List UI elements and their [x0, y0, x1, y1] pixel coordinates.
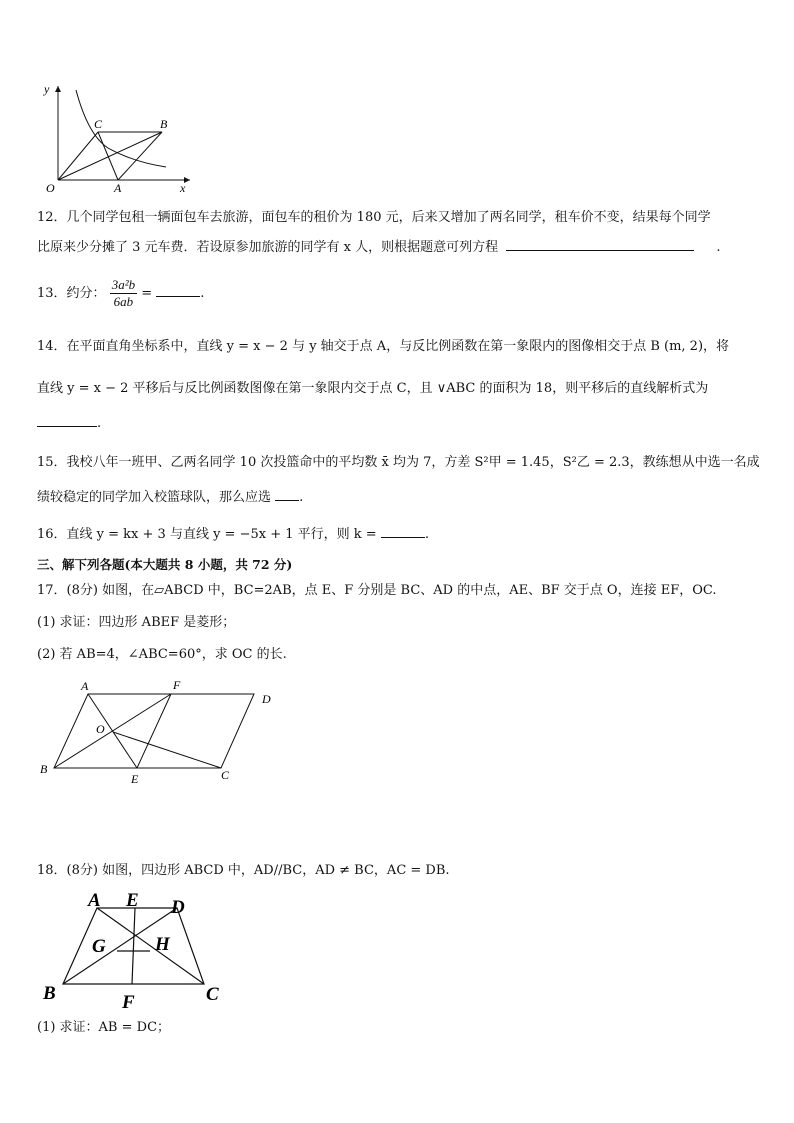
q18-part1: (1) 求证：AB = DC； [37, 1020, 171, 1035]
figure-coordinate-graph [38, 80, 198, 195]
q15-line2-text: 绩较稳定的同学加入校篮球队，那么应选 [37, 490, 272, 505]
q15-line2 [37, 488, 303, 507]
q13-fraction [110, 277, 137, 310]
segment-OC [58, 132, 98, 180]
label-C: C [206, 984, 219, 1005]
figure-trapezoid [38, 888, 233, 1013]
label-H: H [155, 934, 170, 955]
q16 [37, 525, 429, 544]
q13-end: . [200, 286, 205, 301]
label-O: O [96, 722, 105, 736]
q17-stem: 17．(8分) 如图，在▱ABCD 中，BC=2AB，点 E、F 分别是 BC、AD 的中点，AE、BF 交于点 O，连接 EF，OC. [37, 583, 717, 598]
q13-numerator: 3a²b [111, 277, 136, 292]
q13-denominator: 6ab [113, 294, 134, 309]
label-C: C [94, 117, 103, 131]
q14-line1: 14．在平面直角坐标系中，直线 y = x − 2 与 y 轴交于点 A，与反比例函数在第一象限内的图像相交于点 B (m, 2)，将 [37, 339, 730, 354]
q12-line2 [37, 238, 721, 257]
q14-end: . [97, 416, 102, 431]
q13-equals: = [141, 286, 153, 301]
label-B: B [160, 117, 168, 131]
q12-answer-blank[interactable] [506, 238, 694, 251]
q14-line2: 直线 y = x − 2 平移后与反比例函数图像在第一象限内交于点 C，且 ∨ABC 的面积为 18，则平移后的直线解析式为 [37, 381, 709, 396]
label-F: F [173, 678, 181, 692]
label-D: D [262, 692, 271, 706]
label-y: y [44, 82, 50, 96]
label-E: E [126, 890, 139, 911]
q18-stem: 18．(8分) 如图，四边形 ABCD 中，AD//BC，AD ≠ BC，AC = DB. [37, 863, 450, 878]
label-A: A [88, 890, 101, 911]
segment-CA [98, 132, 118, 180]
label-B: B [40, 762, 48, 776]
section-3-title: 三、解下列各题(本大题共 8 小题，共 72 分) [37, 557, 293, 572]
q12-line1: 12．几个同学包租一辆面包车去旅游，面包车的租价为 180 元，后来又增加了两名同学，租车价不变，结果每个同学 [37, 210, 711, 225]
q13-prefix: 13．约分： [37, 286, 106, 301]
figure-parallelogram [35, 675, 285, 790]
q14-line3 [37, 414, 101, 433]
label-A: A [114, 181, 122, 195]
q16-end: . [424, 527, 429, 542]
label-B: B [43, 983, 56, 1004]
label-x: x [180, 181, 186, 195]
segment-OC [113, 732, 221, 768]
y-axis-arrow [55, 86, 61, 92]
label-E: E [131, 772, 139, 786]
q15-end: . [299, 490, 304, 505]
q15-answer-blank[interactable] [275, 488, 299, 501]
label-F: F [122, 992, 135, 1013]
segment-EF [132, 908, 135, 984]
segment-OB [58, 132, 162, 180]
q12-end: . [716, 240, 721, 255]
label-A: A [81, 679, 89, 693]
label-G: G [92, 936, 106, 957]
q12-line2-text: 比原来少分摊了 3 元车费．若设原参加旅游的同学有 x 人，则根据题意可列方程 [37, 240, 499, 255]
q13-answer-blank[interactable] [156, 284, 200, 297]
q17-part1: (1) 求证：四边形 ABEF 是菱形； [37, 615, 236, 630]
diagonal-AC [97, 908, 204, 984]
q13 [37, 276, 204, 312]
q16-answer-blank[interactable] [381, 525, 425, 538]
q17-part2: (2) 若 AB=4，∠ABC=60°，求 OC 的长. [37, 647, 287, 662]
label-C: C [221, 768, 230, 782]
q14-answer-blank[interactable] [37, 414, 97, 427]
label-O: O [46, 181, 55, 195]
q16-text: 16．直线 y = kx + 3 与直线 y = −5x + 1 平行，则 k = [37, 527, 377, 542]
q15-line1: 15．我校八年一班甲、乙两名同学 10 次投篮命中的平均数 x̄ 均为 7，方差 S²甲 = 1.45，S²乙 = 2.3，教练想从中选一名成 [37, 455, 760, 470]
hyperbola-curve [76, 90, 166, 167]
label-D: D [171, 897, 185, 918]
